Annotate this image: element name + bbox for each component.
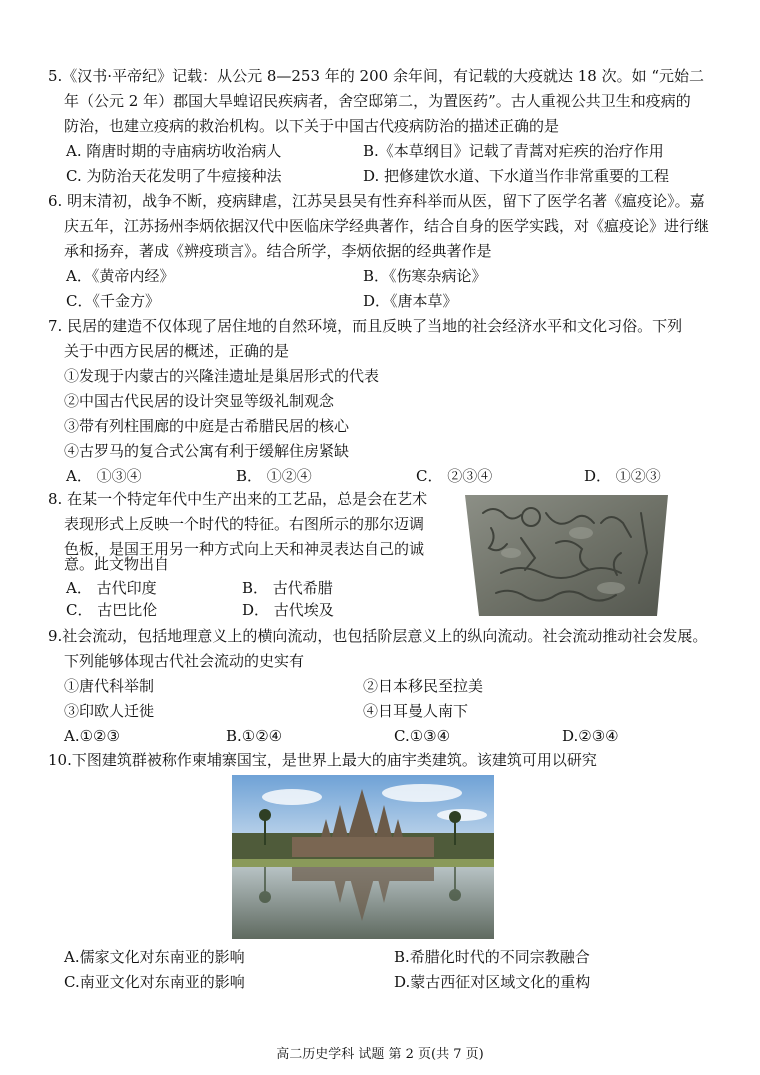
q9-item-3: ③印欧人迁徙 xyxy=(64,702,155,720)
q5-option-d: D. 把修建饮水道、下水道当作非常重要的工程 xyxy=(363,167,670,185)
q10-option-d: D.蒙古西征对区域文化的重构 xyxy=(394,973,591,991)
q7-option-a: A． ①③④ xyxy=(66,467,142,485)
q9-option-a: A.①②③ xyxy=(64,727,120,745)
q7-item-3: ③带有列柱围廊的中庭是古希腊民居的核心 xyxy=(64,417,350,435)
q8-line-3: 色板，是国王用另一种方式向上天和神灵表达自己的诚 xyxy=(64,540,425,558)
page-footer: 高二历史学科 试题 第 2 页(共 7 页) xyxy=(276,1047,484,1062)
q8-option-a: A． 古代印度 xyxy=(66,579,157,597)
q7-line-2: 关于中西方民居的概述，正确的是 xyxy=(64,342,290,360)
q7-item-2: ②中国古代民居的设计突显等级礼制观念 xyxy=(64,392,335,410)
q6-line-2: 庆五年，江苏扬州李炳依据汉代中医临床学经典著作，结合自身的医学实践，对《瘟疫论》进行继 xyxy=(64,217,710,235)
q9-line-1: 9.社会流动，包括地理意义上的横向流动，也包括阶层意义上的纵向流动。社会流动推动社会发展。 xyxy=(48,627,708,645)
q9-line-2: 下列能够体现古代社会流动的史实有 xyxy=(64,652,305,670)
q7-option-b: B． ①②④ xyxy=(236,467,312,485)
q5-option-c: C. 为防治天花发明了牛痘接种法 xyxy=(66,167,282,185)
q7-option-c: C． ②③④ xyxy=(416,467,493,485)
q5-line-3: 防治，也建立疫病的救治机构。以下关于中国古代疫病防治的描述正确的是 xyxy=(64,117,560,135)
q8-line-1: 8. 在某一个特定年代中生产出来的工艺品，总是会在艺术 xyxy=(48,490,428,508)
q5-line-1: 5.《汉书·平帝纪》记载：从公元 8—253 年的 200 余年间，有记载的大疫就达 18 次。如 “元始二 xyxy=(48,67,705,85)
q7-line-1: 7. 民居的建造不仅体现了居住地的自然环境，而且反映了当地的社会经济水平和文化习俗。下列 xyxy=(48,317,683,335)
q7-item-4: ④古罗马的复合式公寓有利于缓解住房紧缺 xyxy=(64,442,350,460)
q9-item-2: ②日本移民至拉美 xyxy=(363,677,484,695)
q10-line-1: 10.下图建筑群被称作柬埔寨国宝，是世界上最大的庙宇类建筑。该建筑可用以研究 xyxy=(48,751,597,769)
q9-item-4: ④日耳曼人南下 xyxy=(363,702,469,720)
q5-option-b: B.《本草纲目》记载了青蒿对疟疾的治疗作用 xyxy=(363,142,664,160)
q8-option-c: C． 古巴比伦 xyxy=(66,601,158,619)
q6-option-b: B．《伤寒杂病论》 xyxy=(363,267,487,285)
q9-option-c: C.①③④ xyxy=(394,727,451,745)
q8-option-b: B． 古代希腊 xyxy=(242,579,333,597)
q9-option-d: D.②③④ xyxy=(562,727,619,745)
q7-option-d: D． ①②③ xyxy=(584,467,661,485)
q7-item-1: ①发现于内蒙古的兴隆洼遗址是巢居形式的代表 xyxy=(64,367,380,385)
angkor-wat-image xyxy=(232,775,494,939)
q6-line-3: 承和扬弃，著成《辨疫琐言》。结合所学，李炳依据的经典著作是 xyxy=(64,242,492,260)
q9-item-1: ①唐代科举制 xyxy=(64,677,155,695)
q6-option-a: A．《黄帝内经》 xyxy=(66,267,175,285)
q5-option-a: A. 隋唐时期的寺庙病坊收治病人 xyxy=(66,142,282,160)
q9-option-b: B.①②④ xyxy=(226,727,283,745)
q6-line-1: 6. 明末清初，战争不断，疫病肆虐，江苏吴县吴有性弃科举而从医，留下了医学名著《瘟疫论》。嘉 xyxy=(48,192,705,210)
narmer-palette-image xyxy=(461,493,672,618)
q10-option-b: B.希腊化时代的不同宗教融合 xyxy=(394,948,590,966)
q6-option-c: C．《千金方》 xyxy=(66,292,160,310)
q10-option-a: A.儒家文化对东南亚的影响 xyxy=(64,948,245,966)
q8-option-d: D． 古代埃及 xyxy=(242,601,334,619)
q10-option-c: C.南亚文化对东南亚的影响 xyxy=(64,973,245,991)
q8-line-4: 意。此文物出自 xyxy=(64,555,170,573)
q6-option-d: D．《唐本草》 xyxy=(363,292,458,310)
q8-line-2: 表现形式上反映一个时代的特征。右图所示的那尔迈调 xyxy=(64,515,425,533)
q5-line-2: 年（公元 2 年）郡国大旱蝗诏民疾病者，舍空邸第二，为置医药”。古人重视公共卫生和疫病的 xyxy=(64,92,691,110)
